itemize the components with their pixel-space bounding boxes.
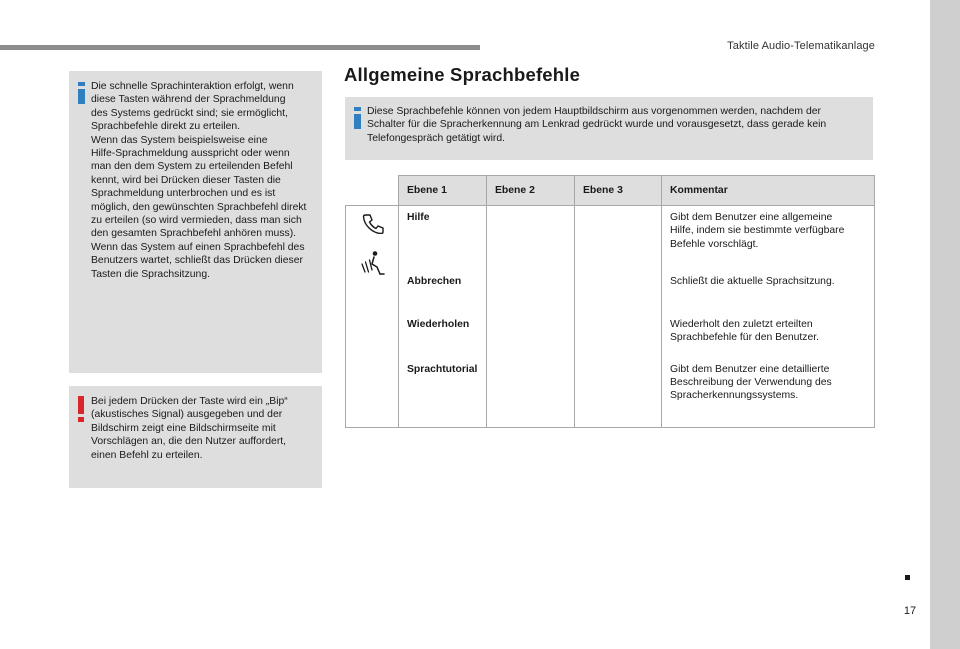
page-number: 17 bbox=[903, 605, 917, 617]
info-icon bbox=[354, 107, 366, 129]
row-icons-cell bbox=[346, 206, 399, 428]
comment-cell: Wiederholt den zuletzt erteilten Sprachbefehle für den Benutzer. bbox=[662, 313, 875, 358]
header-level-1: Ebene 1 bbox=[399, 176, 487, 206]
level-2-cell bbox=[487, 206, 575, 270]
comment-cell: Schließt die aktuelle Sprachsitzung. bbox=[662, 270, 875, 313]
comment-cell: Gibt dem Benutzer eine allgemeine Hilfe, indem sie bestimmte verfügbare Befehle vorschlägt. bbox=[662, 206, 875, 270]
level-3-cell bbox=[575, 206, 662, 270]
table-header-row bbox=[346, 176, 875, 206]
page-edge-band bbox=[930, 0, 960, 649]
header-icon-column bbox=[346, 176, 399, 206]
table-row bbox=[346, 313, 875, 358]
right-info-box bbox=[345, 97, 873, 160]
level-3-cell bbox=[575, 313, 662, 358]
voice-command-icon bbox=[360, 250, 386, 280]
table-row bbox=[346, 270, 875, 313]
comment-cell: Gibt dem Benutzer eine detaillierte Beschreibung der Verwendung des Spracherkennungssystems. bbox=[662, 358, 875, 428]
header-rule bbox=[0, 45, 480, 50]
level-3-cell bbox=[575, 270, 662, 313]
header-comment: Kommentar bbox=[662, 176, 875, 206]
level-1-cell: Sprachtutorial bbox=[399, 358, 487, 428]
warning-icon bbox=[78, 396, 88, 426]
header-level-3: Ebene 3 bbox=[575, 176, 662, 206]
level-2-cell bbox=[487, 313, 575, 358]
level-2-cell bbox=[487, 358, 575, 428]
level-1-cell: Hilfe bbox=[399, 206, 487, 270]
right-info-text: Diese Sprachbefehle können von jedem Hauptbildschirm aus vorgenommen werden, nachdem der Schalter für die Spracherkennung am Lenkrad gedrückt wurde und vorausgesetzt, dass gerade kein Telefongespräch getätigt wird. bbox=[367, 106, 827, 144]
section-title: Allgemeine Sprachbefehle bbox=[344, 64, 581, 85]
level-3-cell bbox=[575, 358, 662, 428]
level-1-cell: Wiederholen bbox=[399, 313, 487, 358]
table-row bbox=[346, 206, 875, 270]
table-row bbox=[346, 358, 875, 428]
left-info-box bbox=[69, 71, 322, 373]
level-2-cell bbox=[487, 270, 575, 313]
left-info-text: Die schnelle Sprachinteraktion erfolgt, wenn diese Tasten während der Sprachmeldung des Systems gedrückt sind; sie ermöglicht, Sprachbefehle direkt zu erteilen. Wenn das System beispielsweise eine Hilfe-Sprachmeldung ausspricht oder wenn man den dem System zu erteilenden Befehl kennt, wird bei Drücken dieser Tasten die Sprachmeldung unterbrochen und es ist möglich, den gewünschten Sprachbefehl direkt zu erteilen (so wird vermieden, dass man sich den gesamten Sprachbefehl anhören muss). Wenn das System auf einen Sprachbefehl des Benutzers wartet, schließt das Drücken dieser Tasten die Sprachsitzung. bbox=[91, 81, 307, 280]
phone-icon bbox=[362, 212, 384, 234]
header-level-2: Ebene 2 bbox=[487, 176, 575, 206]
header-title: Taktile Audio-Telematikanlage bbox=[727, 40, 875, 52]
left-warning-text: Bei jedem Drücken der Taste wird ein „Bip“ (akustisches Signal) ausgegeben und der Bildschirm zeigt eine Bildschirmseite mit Vorschlägen an, die den Nutzer auffordert, einen Befehl zu erteilen. bbox=[91, 396, 288, 461]
level-1-cell: Abbrechen bbox=[399, 270, 487, 313]
left-warning-box bbox=[69, 386, 322, 488]
voice-commands-table bbox=[345, 175, 875, 428]
info-icon bbox=[78, 82, 90, 104]
page-marker bbox=[905, 575, 910, 580]
